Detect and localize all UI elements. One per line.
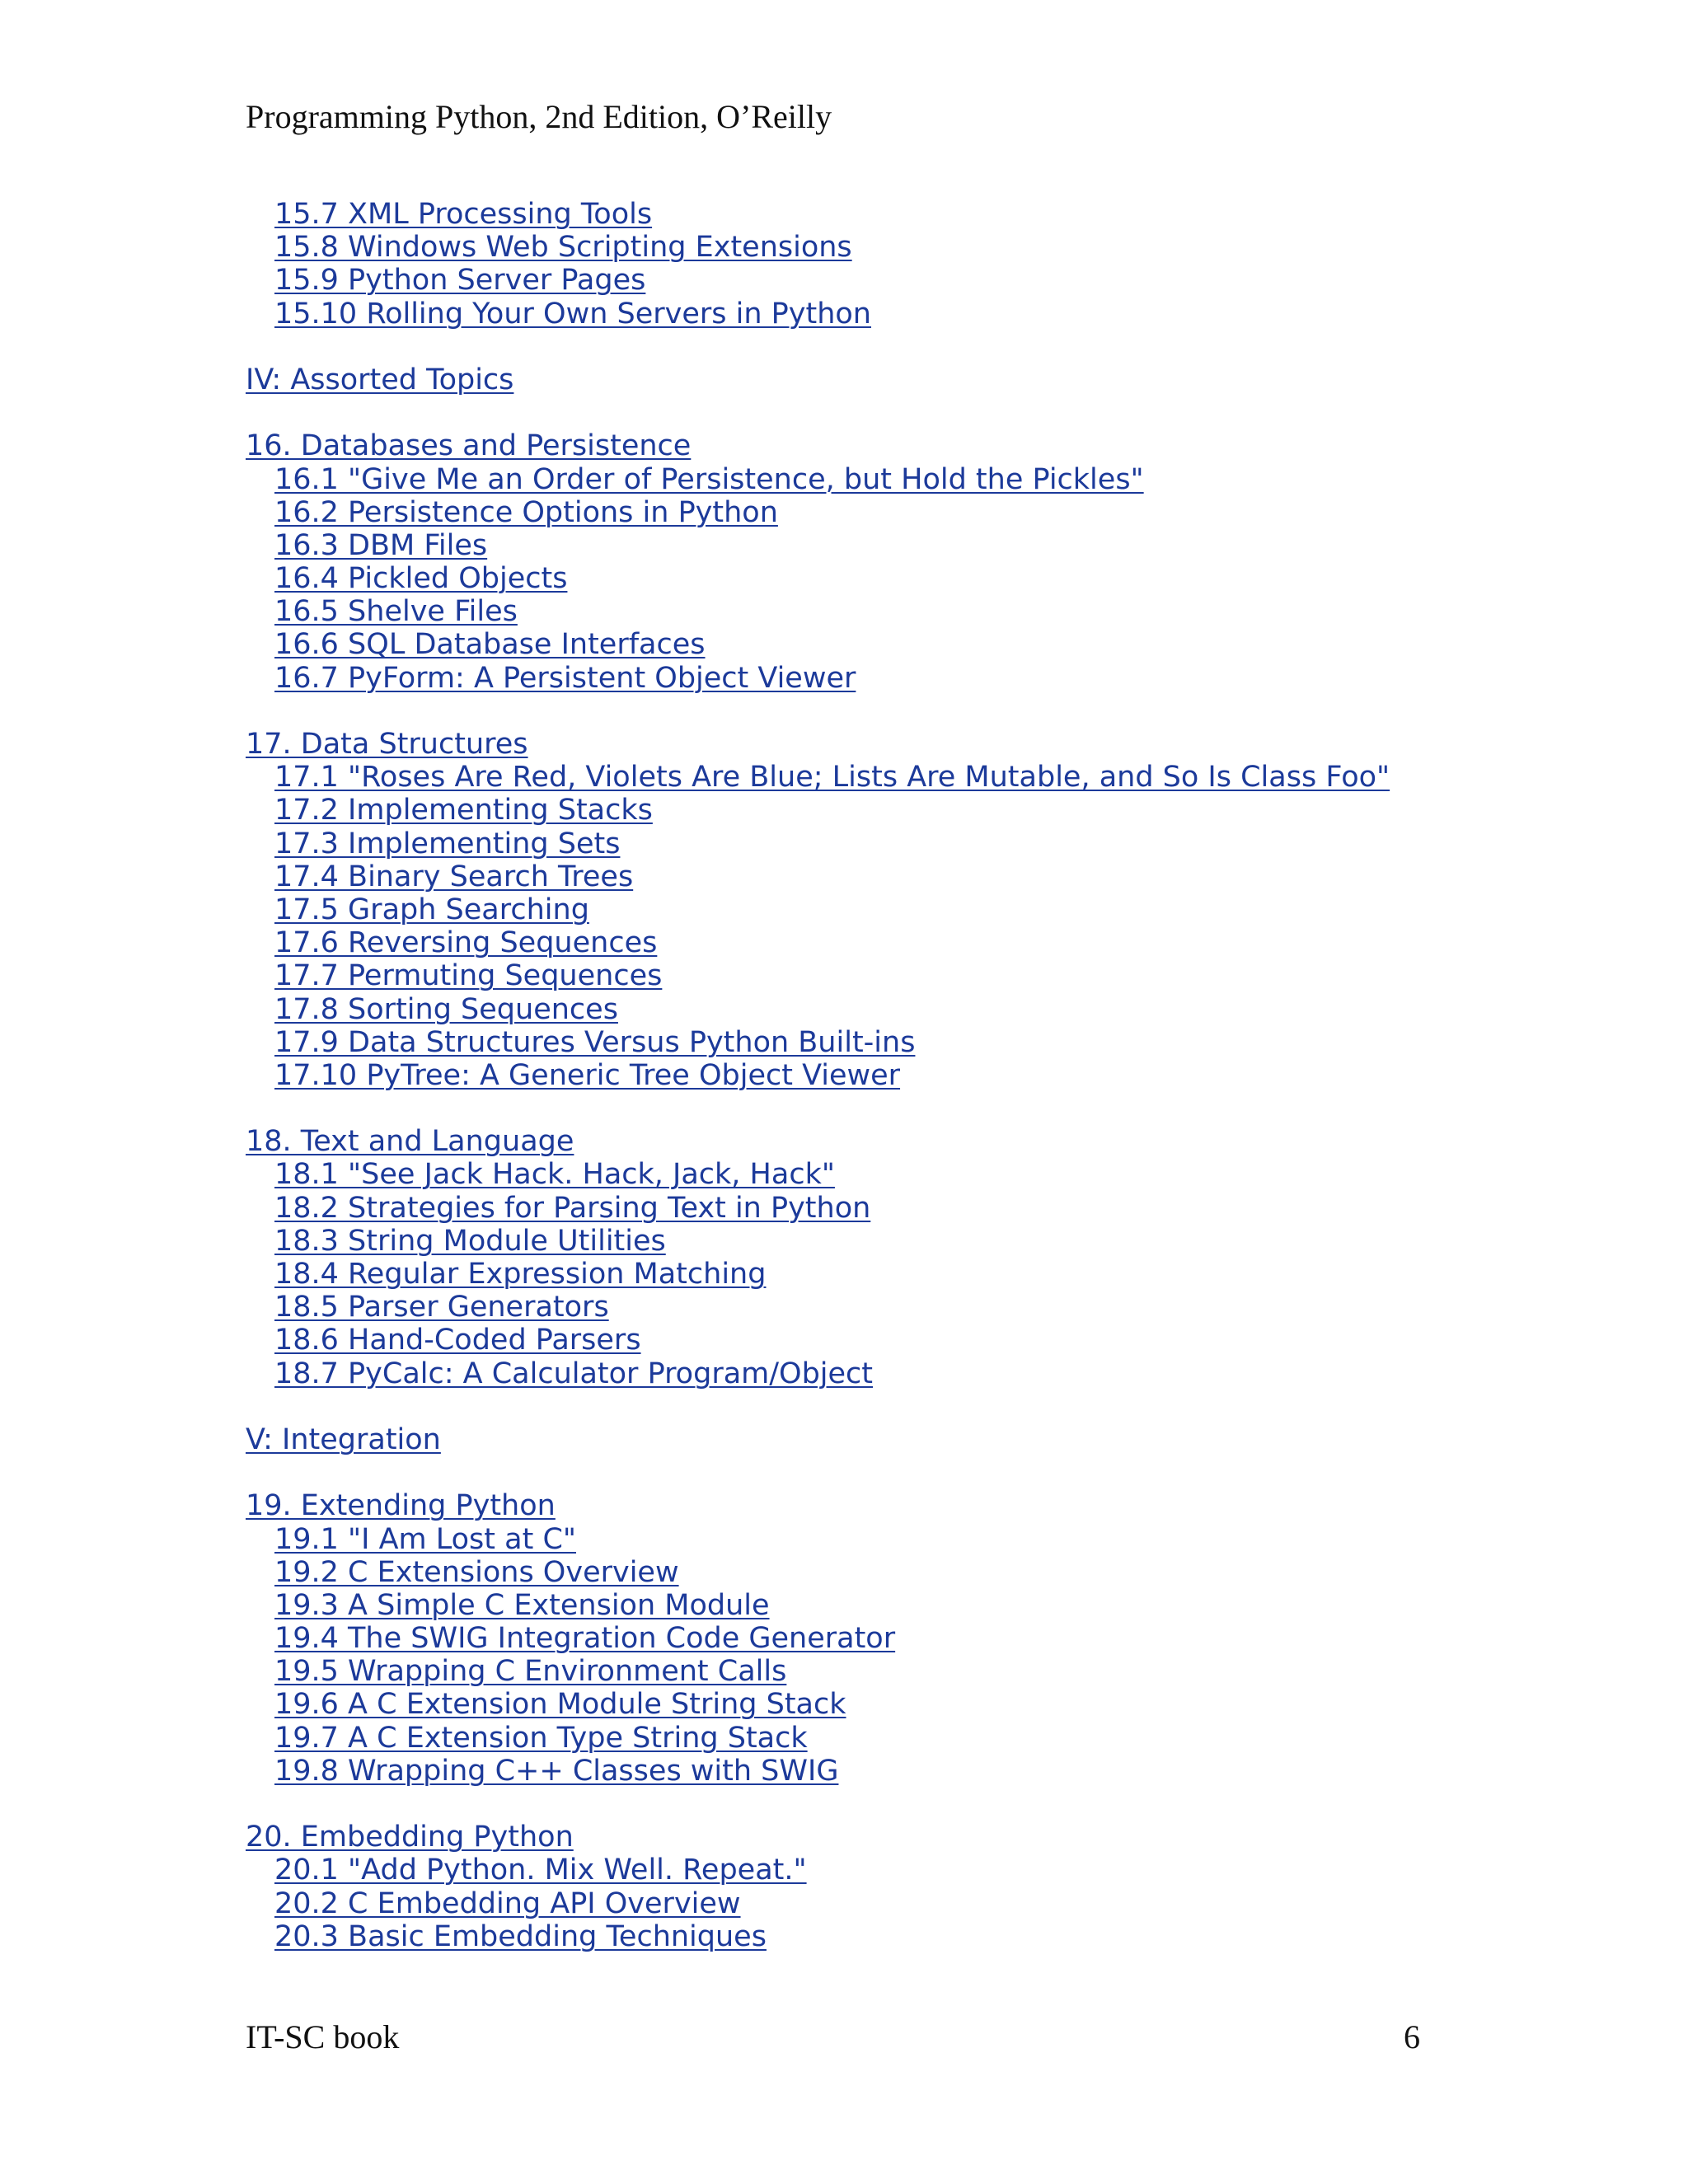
toc-link[interactable]: 15.7 XML Processing Tools bbox=[274, 198, 653, 231]
toc-entry-section bbox=[246, 1192, 1482, 1225]
toc-entry-chapter bbox=[246, 429, 1482, 462]
toc-link[interactable]: 20.3 Basic Embedding Techniques bbox=[274, 1919, 767, 1953]
toc-entry-section bbox=[246, 1291, 1482, 1324]
toc-entry-section bbox=[246, 1854, 1482, 1886]
toc-link[interactable]: 18.3 String Module Utilities bbox=[274, 1224, 666, 1258]
toc-entry-chapter bbox=[246, 1125, 1482, 1158]
toc-entry-section bbox=[246, 1158, 1482, 1191]
toc-spacer bbox=[246, 1390, 1482, 1423]
toc-link[interactable]: 16.4 Pickled Objects bbox=[274, 562, 568, 596]
toc-link[interactable]: 15.8 Windows Web Scripting Extensions bbox=[274, 231, 852, 265]
toc-link[interactable]: 18.2 Strategies for Parsing Text in Python bbox=[274, 1191, 871, 1225]
toc-link[interactable]: 19.8 Wrapping C++ Classes with SWIG bbox=[274, 1754, 839, 1788]
toc-entry-section bbox=[246, 562, 1482, 595]
toc-link[interactable]: 18.5 Parser Generators bbox=[274, 1291, 609, 1324]
toc-entry-section bbox=[246, 231, 1482, 264]
toc-link[interactable]: 17.5 Graph Searching bbox=[274, 893, 589, 926]
toc-entry-section bbox=[246, 1589, 1482, 1622]
toc-entry-section bbox=[246, 496, 1482, 529]
toc-link[interactable]: 17.7 Permuting Sequences bbox=[274, 959, 663, 993]
toc-link[interactable]: 16.2 Persistence Options in Python bbox=[274, 495, 778, 529]
toc-link[interactable]: 18.4 Regular Expression Matching bbox=[274, 1258, 767, 1291]
toc-link[interactable]: 15.10 Rolling Your Own Servers in Python bbox=[274, 297, 871, 330]
toc-spacer bbox=[246, 1092, 1482, 1125]
toc-entry-section bbox=[246, 993, 1482, 1026]
toc-link[interactable]: V: Integration bbox=[246, 1422, 441, 1456]
toc-entry-section bbox=[246, 1755, 1482, 1788]
toc-link[interactable]: 15.9 Python Server Pages bbox=[274, 264, 646, 298]
toc-link[interactable]: 17.1 "Roses Are Red, Violets Are Blue; Lists Are Mutable, and So Is Class Foo" bbox=[274, 761, 1390, 794]
toc-link[interactable]: 19.7 A C Extension Type String Stack bbox=[274, 1721, 808, 1755]
toc-entry-section bbox=[246, 1622, 1482, 1655]
toc-entry-section bbox=[246, 662, 1482, 695]
toc-entry-section bbox=[246, 1324, 1482, 1357]
toc-entry-section bbox=[246, 827, 1482, 860]
toc-entry-section bbox=[246, 1523, 1482, 1556]
toc-entry-section bbox=[246, 628, 1482, 661]
toc-entry-section bbox=[246, 1225, 1482, 1258]
toc-link[interactable]: 20. Embedding Python bbox=[246, 1821, 574, 1854]
toc-entry-chapter bbox=[246, 1423, 1482, 1456]
toc-link[interactable]: 17.8 Sorting Sequences bbox=[274, 992, 618, 1026]
toc-link[interactable]: 19.5 Wrapping C Environment Calls bbox=[274, 1655, 787, 1689]
toc-entry-section bbox=[246, 1688, 1482, 1721]
toc-spacer bbox=[246, 330, 1482, 363]
toc-link[interactable]: 16.7 PyForm: A Persistent Object Viewer bbox=[274, 661, 856, 695]
toc-link[interactable]: 19.6 A C Extension Module String Stack bbox=[274, 1688, 846, 1722]
toc-entry-section bbox=[246, 529, 1482, 562]
toc-entry-section bbox=[246, 1920, 1482, 1953]
toc-entry-section bbox=[246, 264, 1482, 297]
toc-entry-section bbox=[246, 893, 1482, 926]
toc-entry-chapter bbox=[246, 363, 1482, 396]
toc-link[interactable]: 18.1 "See Jack Hack. Hack, Jack, Hack" bbox=[274, 1158, 835, 1192]
toc-link[interactable]: 17.3 Implementing Sets bbox=[274, 827, 621, 860]
toc-link[interactable]: 19.2 C Extensions Overview bbox=[274, 1555, 679, 1589]
toc-spacer bbox=[246, 1788, 1482, 1821]
toc-entry-section bbox=[246, 860, 1482, 893]
toc-entry-chapter bbox=[246, 1821, 1482, 1854]
footer-page-number: 6 bbox=[1404, 2018, 1420, 2055]
toc-entry-section bbox=[246, 1556, 1482, 1589]
toc-entry-section bbox=[246, 1887, 1482, 1920]
toc-spacer bbox=[246, 1456, 1482, 1489]
toc-link[interactable]: 17.9 Data Structures Versus Python Built-ins bbox=[274, 1025, 916, 1059]
toc-link[interactable]: 17.6 Reversing Sequences bbox=[274, 926, 658, 960]
toc-link[interactable]: 18.6 Hand-Coded Parsers bbox=[274, 1324, 641, 1357]
toc-entry-section bbox=[246, 761, 1482, 794]
toc-entry-section bbox=[246, 1655, 1482, 1688]
toc-entry-section bbox=[246, 595, 1482, 628]
toc-entry-section bbox=[246, 1059, 1482, 1092]
table-of-contents bbox=[246, 198, 1482, 1953]
toc-entry-section bbox=[246, 1026, 1482, 1059]
toc-entry-chapter bbox=[246, 1489, 1482, 1522]
toc-entry-section bbox=[246, 198, 1482, 231]
page-header-title: Programming Python, 2nd Edition, O’Reilly bbox=[246, 98, 832, 135]
toc-link[interactable]: 19.3 A Simple C Extension Module bbox=[274, 1588, 770, 1622]
toc-link[interactable]: 16. Databases and Persistence bbox=[246, 429, 692, 463]
toc-link[interactable]: 19.1 "I Am Lost at C" bbox=[274, 1522, 576, 1556]
toc-entry-section bbox=[246, 1258, 1482, 1291]
toc-link[interactable]: 16.3 DBM Files bbox=[274, 528, 488, 562]
toc-link[interactable]: 20.2 C Embedding API Overview bbox=[274, 1886, 741, 1920]
toc-spacer bbox=[246, 695, 1482, 728]
toc-link[interactable]: 16.5 Shelve Files bbox=[274, 595, 518, 629]
toc-entry-section bbox=[246, 298, 1482, 330]
toc-link[interactable]: 17.10 PyTree: A Generic Tree Object Viewer bbox=[274, 1058, 901, 1092]
footer-book-label: IT-SC book bbox=[246, 2018, 400, 2055]
toc-link[interactable]: 19.4 The SWIG Integration Code Generator bbox=[274, 1622, 896, 1656]
toc-link[interactable]: 18. Text and Language bbox=[246, 1125, 574, 1159]
toc-link[interactable]: 17.4 Binary Search Trees bbox=[274, 860, 634, 893]
toc-link[interactable]: 20.1 "Add Python. Mix Well. Repeat." bbox=[274, 1854, 807, 1887]
toc-link[interactable]: IV: Assorted Topics bbox=[246, 363, 514, 396]
toc-entry-section bbox=[246, 959, 1482, 992]
toc-link[interactable]: 17.2 Implementing Stacks bbox=[274, 794, 653, 827]
toc-entry-section bbox=[246, 926, 1482, 959]
toc-entry-section bbox=[246, 463, 1482, 496]
toc-link[interactable]: 19. Extending Python bbox=[246, 1489, 556, 1523]
toc-link[interactable]: 16.6 SQL Database Interfaces bbox=[274, 628, 706, 662]
toc-entry-chapter bbox=[246, 728, 1482, 761]
toc-link[interactable]: 17. Data Structures bbox=[246, 728, 528, 761]
toc-link[interactable]: 16.1 "Give Me an Order of Persistence, but Hold the Pickles" bbox=[274, 462, 1144, 496]
toc-link[interactable]: 18.7 PyCalc: A Calculator Program/Object bbox=[274, 1357, 874, 1390]
toc-spacer bbox=[246, 396, 1482, 429]
toc-entry-section bbox=[246, 1722, 1482, 1755]
toc-entry-section bbox=[246, 794, 1482, 827]
toc-entry-section bbox=[246, 1357, 1482, 1390]
